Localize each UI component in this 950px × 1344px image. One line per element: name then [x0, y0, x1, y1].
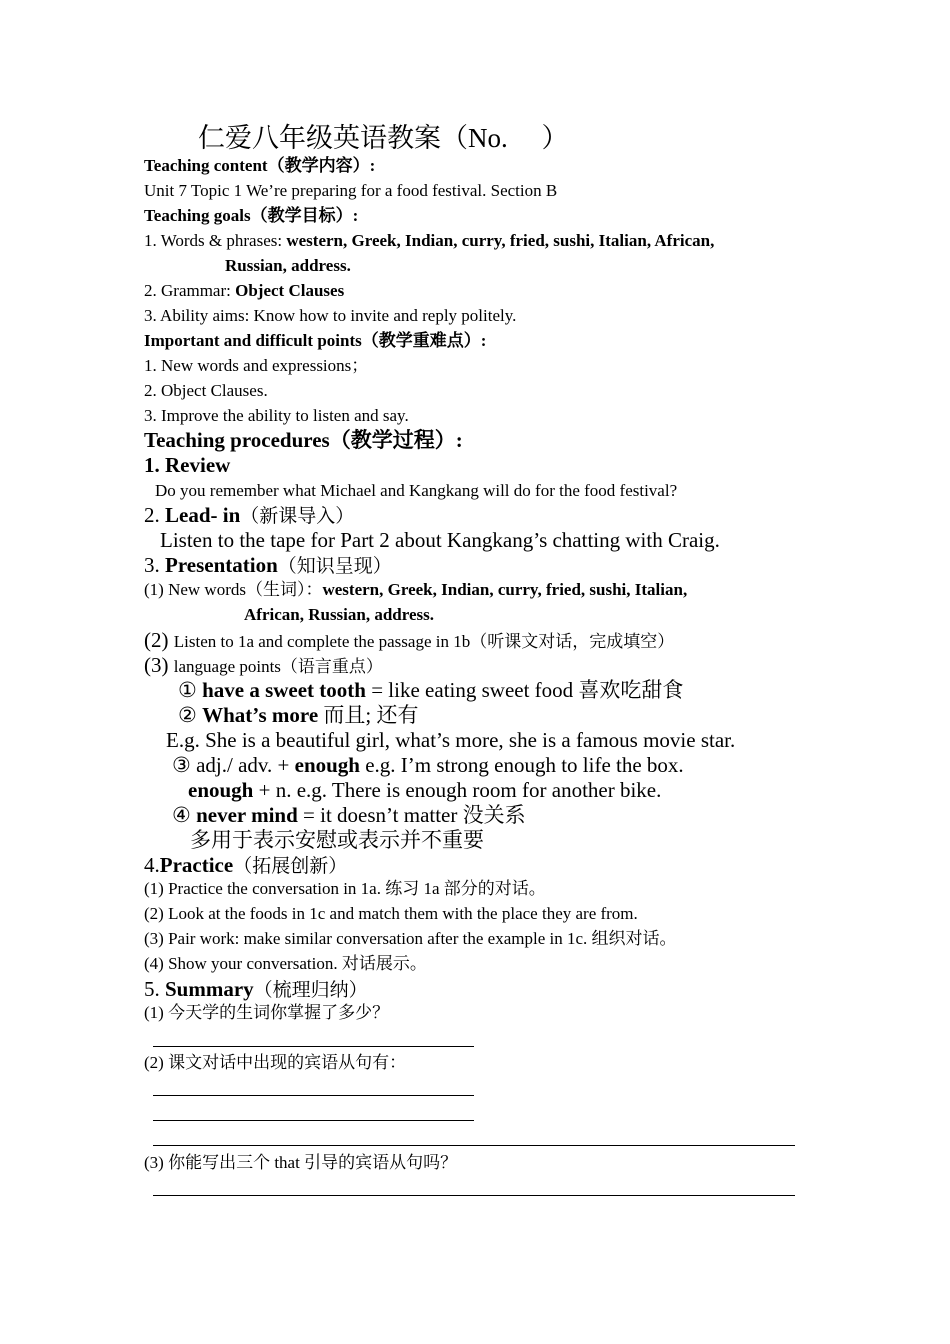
answer-blank-5[interactable] [153, 1195, 795, 1196]
language-points-line [144, 653, 383, 678]
leadin-cn: （新课导入） [240, 505, 355, 527]
language-points-text: language points（语言重点） [173, 657, 383, 676]
important-point-2: 2. Object Clauses. [144, 381, 268, 400]
point-3-term: enough [294, 753, 360, 777]
practice-item-1: (1) Practice the conversation in 1a. 练习 1a 部分的对话。 [144, 879, 546, 898]
presentation-heading [144, 553, 392, 578]
summary-question-2: (2) 课文对话中出现的宾语从句有： [144, 1053, 407, 1072]
goals-words-list-cont: Russian, address. [225, 256, 351, 275]
practice-item-2: (2) Look at the foods in 1c and match them with the place they are from. [144, 904, 638, 923]
goals-grammar-value: Object Clauses [235, 281, 345, 300]
listen-number: (2) [144, 628, 174, 652]
practice-cn: （拓展创新） [233, 855, 348, 877]
practice-title: Practice [159, 853, 234, 877]
goals-words-line [144, 231, 714, 251]
answer-blank-4[interactable] [153, 1145, 795, 1146]
point-4-term: never mind [196, 803, 298, 827]
important-point-3: 3. Improve the ability to listen and say. [144, 406, 409, 425]
point-2-meaning: 而且; 还有 [318, 703, 419, 727]
review-heading: 1. Review [144, 453, 231, 477]
language-points-number: (3) [144, 653, 174, 677]
point-2-term: What’s more [202, 703, 319, 727]
procedures-heading: Teaching procedures（教学过程）: [144, 428, 463, 452]
new-words-line [144, 580, 687, 600]
summary-cn: （梳理归纳） [253, 979, 368, 1001]
answer-blank-2[interactable] [153, 1095, 474, 1096]
new-words-list: western, Greek, Indian, curry, fried, sushi, Italian, [322, 580, 688, 599]
review-text: Do you remember what Michael and Kangkang will do for the food festival? [155, 481, 678, 500]
leadin-heading [144, 503, 354, 528]
point-4-note: 多用于表示安慰或表示并不重要 [190, 828, 484, 852]
point-4-meaning: = it doesn’t matter 没关系 [297, 803, 526, 827]
answer-blank-1[interactable] [153, 1046, 474, 1047]
point-3b-term: enough [188, 778, 254, 802]
leadin-number: 2. [144, 503, 165, 527]
summary-question-3: (3) 你能写出三个 that 引导的宾语从句吗？ [144, 1153, 458, 1172]
language-point-1 [178, 678, 683, 703]
new-words-list-cont: African, Russian, address. [244, 605, 435, 624]
goals-grammar-line [144, 281, 344, 301]
listen-line [144, 628, 674, 653]
presentation-title: Presentation [165, 553, 278, 577]
point-1-num: ① [178, 678, 203, 702]
teaching-content-heading: Teaching content（教学内容）: [144, 156, 376, 175]
goals-ability: 3. Ability aims: Know how to invite and reply politely. [144, 306, 517, 325]
language-point-3 [172, 753, 684, 778]
leadin-title: Lead- in [165, 503, 241, 527]
practice-item-3: (3) Pair work: make similar conversation after the example in 1c. 组织对话。 [144, 929, 677, 948]
presentation-cn: （知识呈现） [277, 555, 392, 577]
document-title: 仁爱八年级英语教案（No. ） [198, 123, 569, 153]
important-point-1: 1. New words and expressions； [144, 356, 369, 375]
point-1-meaning: = like eating sweet food 喜欢吃甜食 [365, 678, 684, 702]
summary-number: 5. [144, 977, 165, 1001]
point-3-pre: ③ adj./ adv. + [172, 753, 295, 777]
point-2-num: ② [178, 703, 203, 727]
practice-heading [144, 853, 347, 878]
listen-text: Listen to 1a and complete the passage in 1b（听课文对话，完成填空） [173, 632, 675, 651]
language-point-3b [188, 778, 661, 803]
goals-words-label: 1. Words & phrases: [144, 231, 287, 250]
important-points-heading: Important and difficult points（教学重难点）: [144, 331, 487, 350]
practice-number: 4. [144, 853, 160, 877]
point-4-num: ④ [172, 803, 197, 827]
language-point-4 [172, 803, 526, 828]
new-words-label: (1) New words（生词）： [144, 580, 323, 599]
goals-words-list: western, Greek, Indian, curry, fried, sushi, Italian, African, [286, 231, 715, 250]
answer-blank-3[interactable] [153, 1120, 474, 1121]
leadin-text: Listen to the tape for Part 2 about Kangkang’s chatting with Craig. [160, 528, 720, 552]
teaching-goals-heading: Teaching goals（教学目标）: [144, 206, 359, 225]
summary-question-1: (1) 今天学的生词你掌握了多少？ [144, 1003, 390, 1022]
language-point-2 [178, 703, 419, 728]
summary-title: Summary [165, 977, 254, 1001]
summary-heading [144, 977, 368, 1002]
example-1: E.g. She is a beautiful girl, what’s more, she is a famous movie star. [166, 728, 736, 752]
teaching-content-text: Unit 7 Topic 1 We’re preparing for a food festival. Section B [144, 181, 558, 200]
goals-grammar-label: 2. Grammar: [144, 281, 236, 300]
point-3b-example: + n. e.g. There is enough room for another bike. [253, 778, 662, 802]
practice-item-4: (4) Show your conversation. 对话展示。 [144, 954, 427, 973]
point-3-example: e.g. I’m strong enough to life the box. [359, 753, 684, 777]
presentation-number: 3. [144, 553, 165, 577]
point-1-term: have a sweet tooth [202, 678, 366, 702]
